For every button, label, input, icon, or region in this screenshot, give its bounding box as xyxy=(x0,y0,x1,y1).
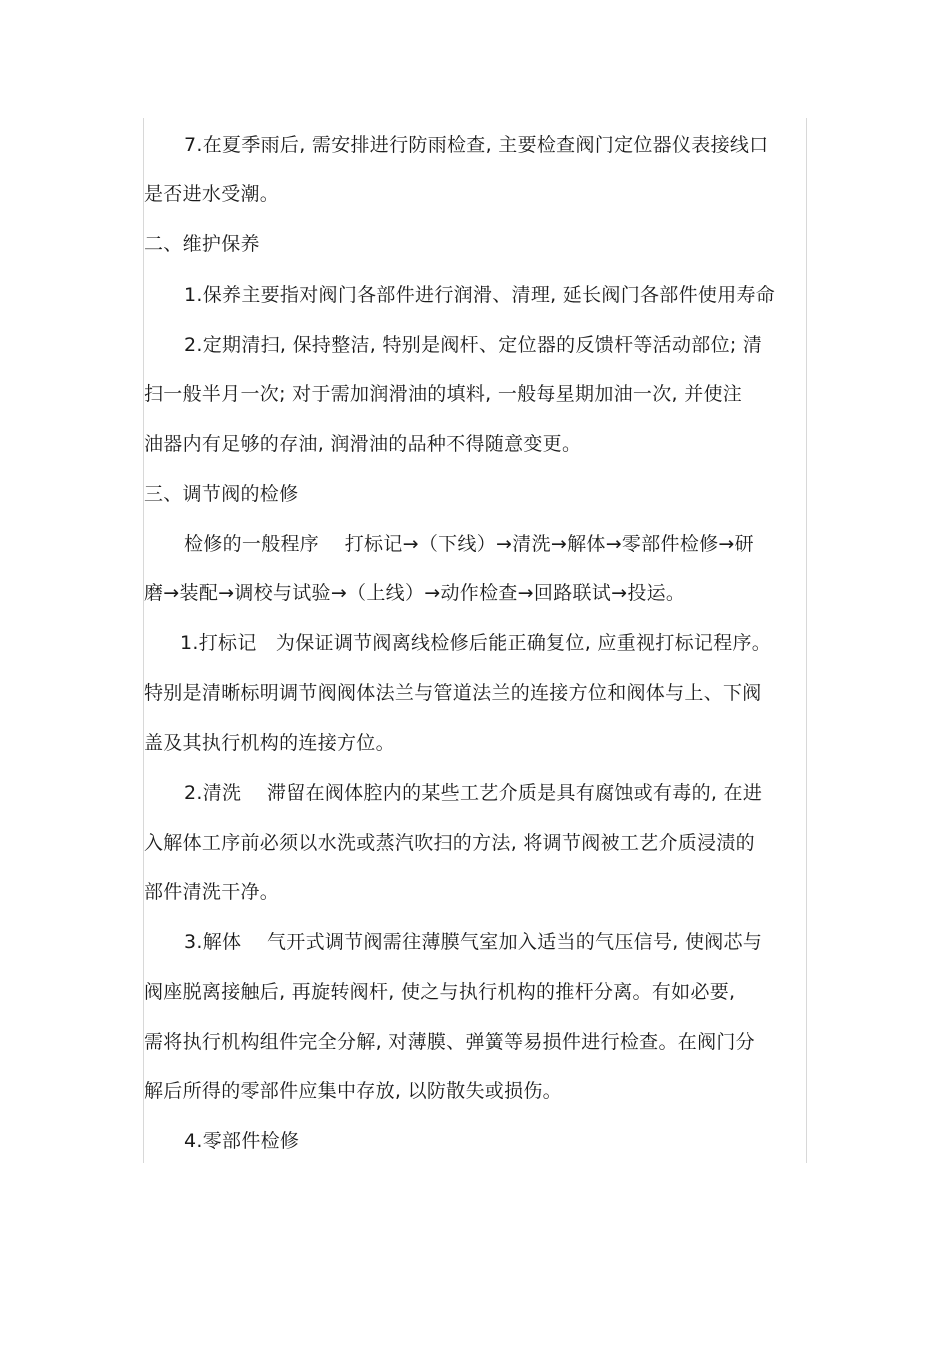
paragraph-line-11: 1.打标记 为保证调节阀离线检修后能正确复位, 应重视打标记程序。 xyxy=(180,632,772,654)
paragraph-line-15: 入解体工序前必须以水洗或蒸汽吹扫的方法, 将调节阀被工艺介质浸渍的 xyxy=(144,832,755,854)
paragraph-line-4: 1.保养主要指对阀门各部件进行润滑、清理, 延长阀门各部件使用寿命 xyxy=(184,284,776,306)
paragraph-line-14: 2.清洗 滞留在阀体腔内的某些工艺介质是具有腐蚀或有毒的, 在进 xyxy=(184,782,763,804)
paragraph-line-1: 7.在夏季雨后, 需安排进行防雨检查, 主要检查阀门定位器仪表接线口 xyxy=(184,134,769,156)
subsection-heading-parts-repair: 4.零部件检修 xyxy=(184,1130,300,1152)
paragraph-line-7: 油器内有足够的存油, 润滑油的品种不得随意变更。 xyxy=(144,433,582,455)
paragraph-line-20: 解后所得的零部件应集中存放, 以防散失或损伤。 xyxy=(144,1080,562,1102)
paragraph-line-18: 阀座脱离接触后, 再旋转阀杆, 使之与执行机构的推杆分离。有如必要, xyxy=(144,981,736,1003)
paragraph-line-19: 需将执行机构组件完全分解, 对薄膜、弹簧等易损件进行检查。在阀门分 xyxy=(144,1031,755,1053)
paragraph-line-9: 检修的一般程序 打标记→（下线）→清洗→解体→零部件检修→研 xyxy=(184,533,754,555)
section-heading-overhaul: 三、调节阀的检修 xyxy=(144,483,299,505)
paragraph-line-12: 特别是清晰标明调节阀阀体法兰与管道法兰的连接方位和阀体与上、下阀 xyxy=(144,682,762,704)
paragraph-line-13: 盖及其执行机构的连接方位。 xyxy=(144,732,395,754)
paragraph-line-17: 3.解体 气开式调节阀需往薄膜气室加入适当的气压信号, 使阀芯与 xyxy=(184,931,763,953)
paragraph-line-16: 部件清洗干净。 xyxy=(144,881,280,903)
paragraph-line-10: 磨→装配→调校与试验→（上线）→动作检查→回路联试→投运。 xyxy=(144,582,686,604)
paragraph-line-2: 是否进水受潮。 xyxy=(144,183,280,205)
paragraph-line-6: 扫一般半月一次; 对于需加润滑油的填料, 一般每星期加油一次, 并使注 xyxy=(144,383,743,405)
section-heading-maintenance: 二、维护保养 xyxy=(144,233,260,255)
paragraph-line-5: 2.定期清扫, 保持整洁, 特别是阀杆、定位器的反馈杆等活动部位; 清 xyxy=(184,334,763,356)
